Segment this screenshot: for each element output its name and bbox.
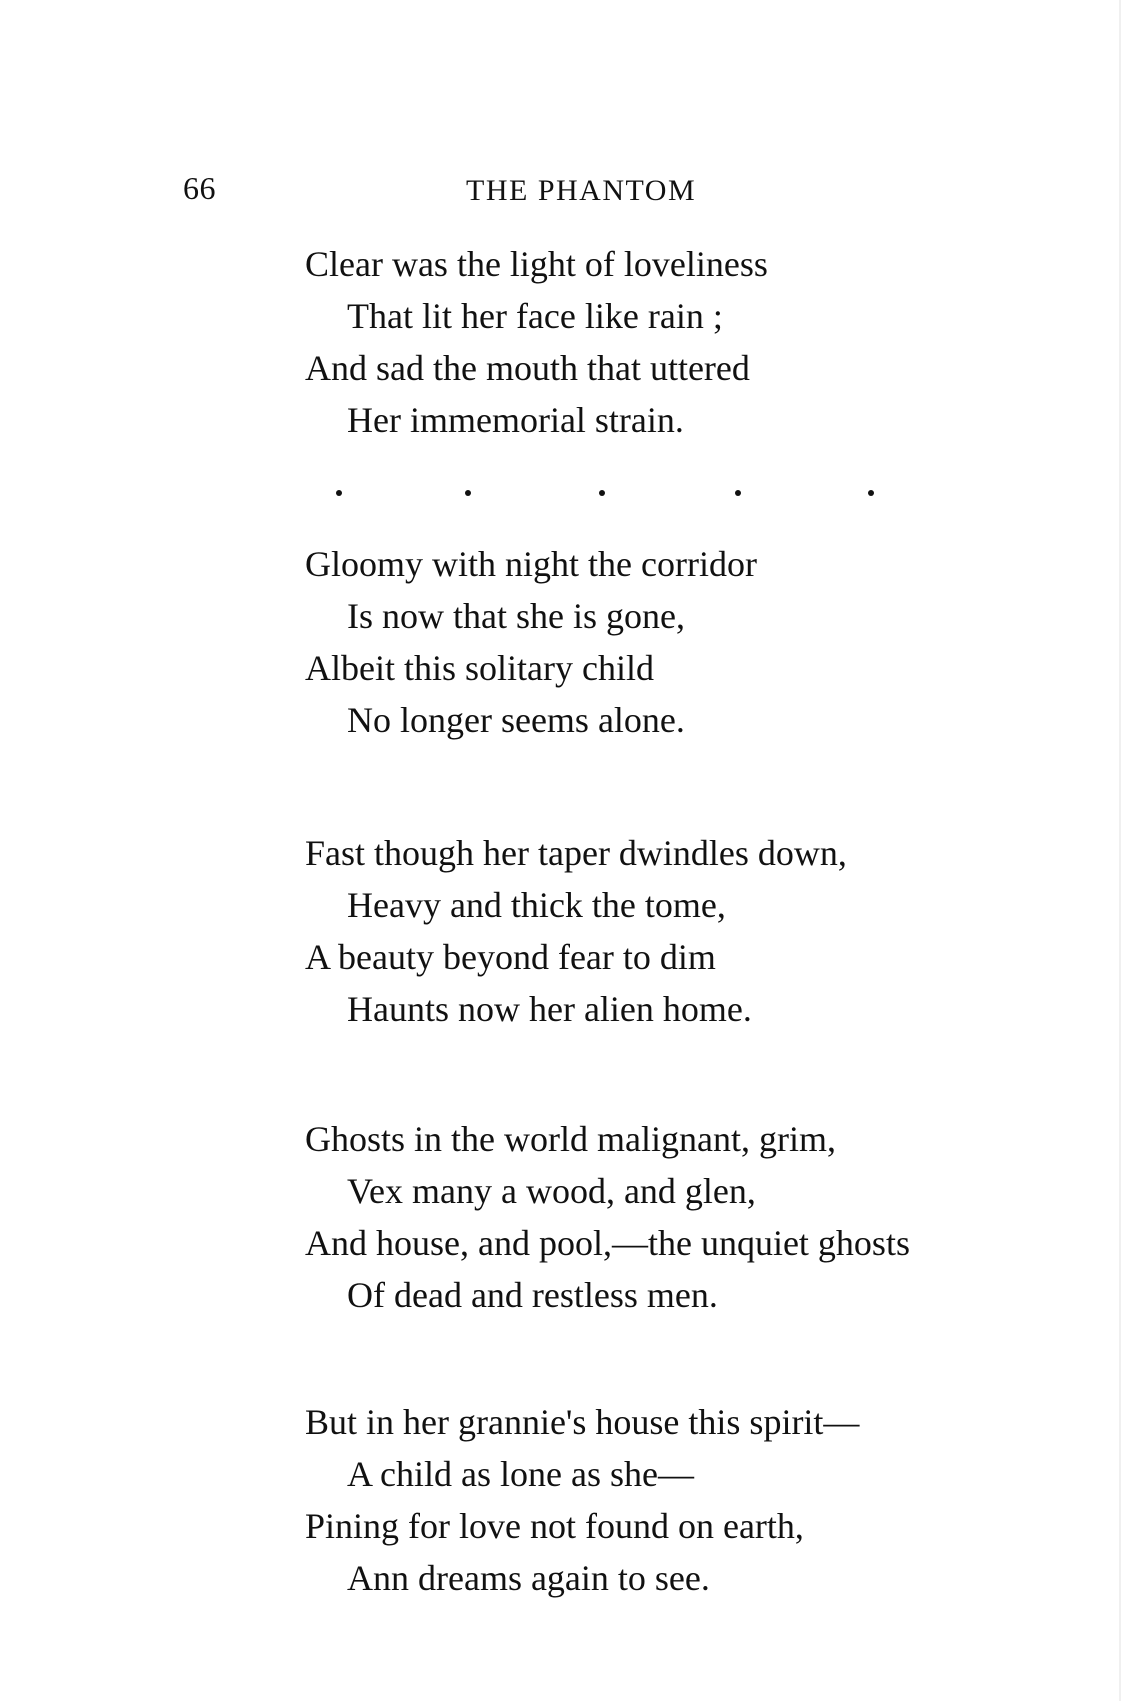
stanza-4 [305, 1113, 1065, 1321]
ellipsis-dot [735, 490, 741, 496]
stanza-line: But in her grannie's house this spirit— [305, 1402, 860, 1442]
stanza-line: That lit her face like rain ; [347, 296, 723, 336]
stanza-line: Gloomy with night the corridor [305, 544, 757, 584]
stanza-2 [305, 538, 1065, 746]
stanza-line: Ann dreams again to see. [347, 1558, 710, 1598]
stanza-line: Haunts now her alien home. [347, 989, 752, 1029]
stanza-5 [305, 1396, 1065, 1604]
stanza-line: Her immemorial strain. [347, 400, 684, 440]
section-break-dots [320, 478, 880, 508]
stanza-line: Of dead and restless men. [347, 1275, 718, 1315]
stanza-line: And house, and pool,—the unquiet ghosts [305, 1223, 910, 1263]
stanza-1 [305, 238, 1065, 446]
stanza-line: Fast though her taper dwindles down, [305, 833, 847, 873]
ellipsis-dot [465, 490, 471, 496]
ellipsis-dot [336, 490, 342, 496]
stanza-line: Heavy and thick the tome, [347, 885, 726, 925]
stanza-line: A beauty beyond fear to dim [305, 937, 716, 977]
stanza-line: And sad the mouth that uttered [305, 348, 750, 388]
stanza-line: Pining for love not found on earth, [305, 1506, 804, 1546]
stanza-line: Ghosts in the world malignant, grim, [305, 1119, 836, 1159]
ellipsis-dot [868, 490, 874, 496]
stanza-3 [305, 827, 1065, 1035]
stanza-line: No longer seems alone. [347, 700, 685, 740]
stanza-line: Is now that she is gone, [347, 596, 685, 636]
stanza-line: Vex many a wood, and glen, [347, 1171, 756, 1211]
running-title: THE PHANTOM [466, 174, 697, 207]
stanza-line: Clear was the light of loveliness [305, 244, 768, 284]
stanza-line: A child as lone as she— [347, 1454, 694, 1494]
stanza-line: Albeit this solitary child [305, 648, 654, 688]
page-number: 66 [183, 170, 216, 206]
ellipsis-dot [599, 490, 605, 496]
